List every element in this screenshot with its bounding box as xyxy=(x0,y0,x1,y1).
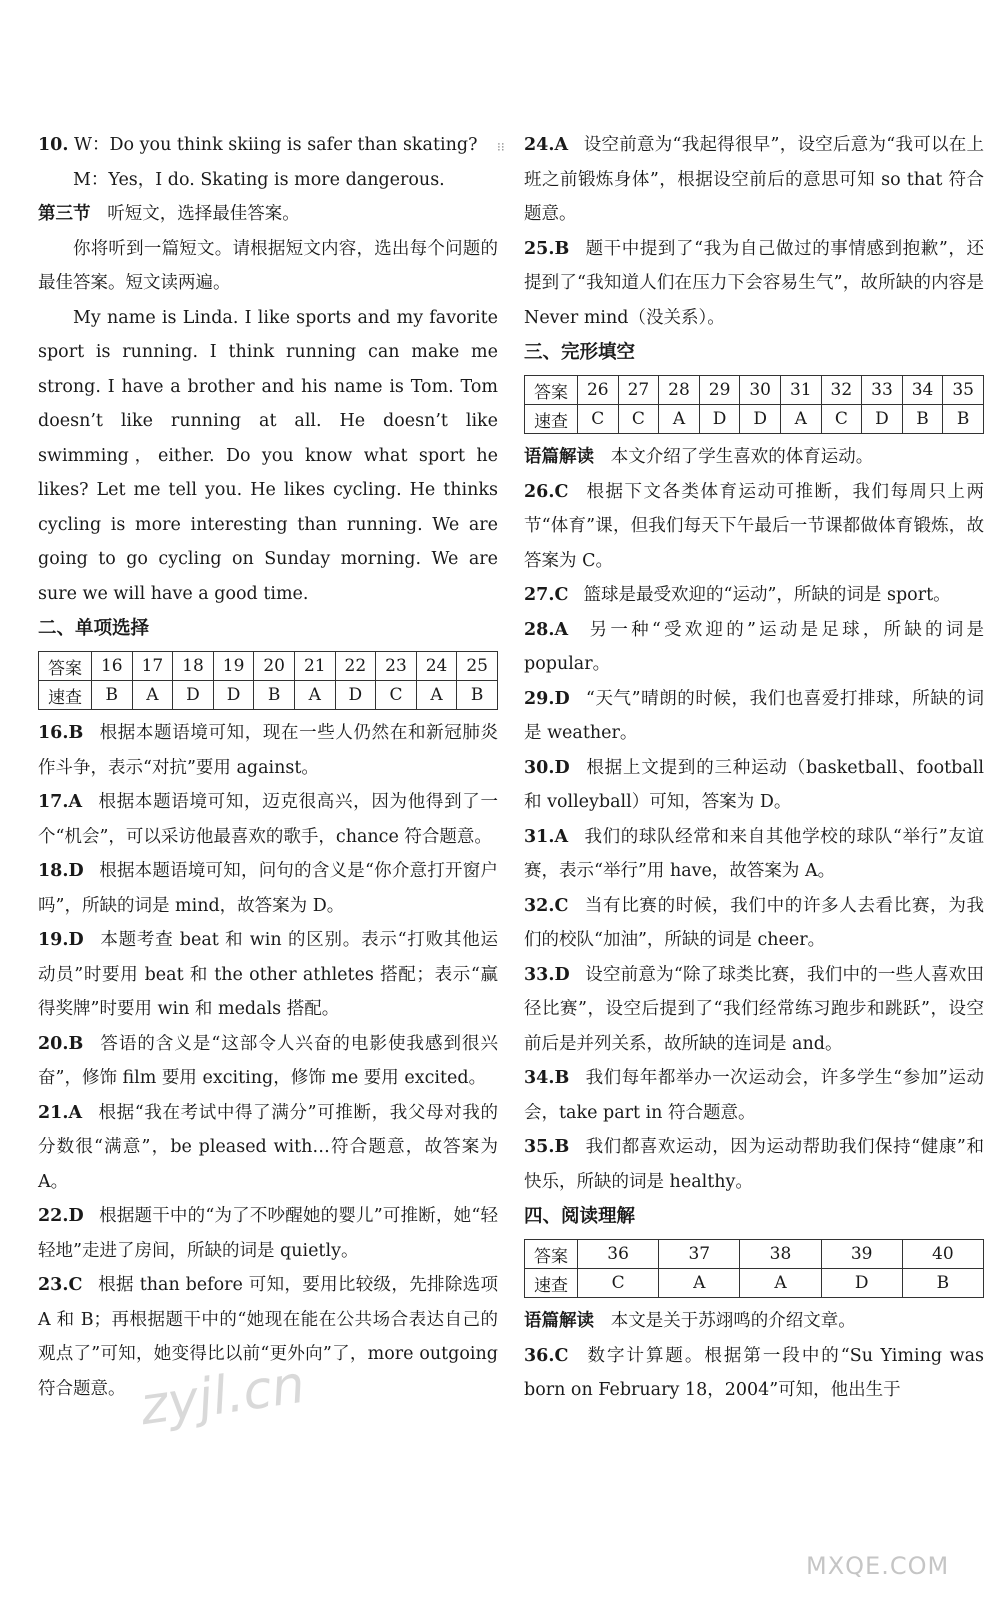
item-text: 本题考查 beat 和 win 的区别。表示“打败其他运动员”时要用 beat 和 the other athletes 搭配；表示“赢得奖牌”时要用 win 和 medals 搭配。 xyxy=(38,930,498,1019)
question-number: 35 xyxy=(943,376,984,405)
item-answer: D xyxy=(68,930,84,950)
item-text: 根据下文各类体育运动可推断，我们每周只上两节“体育”课，但我们每天下午最后一节课都做体育锻炼，故答案为 C。 xyxy=(524,481,984,571)
explanation-item xyxy=(524,820,984,889)
answer-cell: C xyxy=(821,405,862,434)
passage-summary-text: 本文是关于苏翊鸣的介绍文章。 xyxy=(610,1311,856,1331)
question-number: 27 xyxy=(618,376,659,405)
item-text: 根据本题语境可知，问句的含义是“你介意打开窗户吗”，所缺的词是 mind，故答案为 D。 xyxy=(38,861,498,916)
passage-summary xyxy=(524,440,984,475)
item-text: 我们每年都举办一次运动会，许多学生“参加”运动会，take part in 符合题意。 xyxy=(524,1068,984,1123)
item-answer: D xyxy=(554,757,570,778)
question-number: 33 xyxy=(862,376,903,405)
item-answer: A xyxy=(554,826,569,847)
answer-table-26-35 xyxy=(524,375,984,434)
q10-line2: M：Yes，I do. Skating is more dangerous. xyxy=(73,169,445,190)
explanation-item xyxy=(524,889,984,958)
watermark-mxqe-text: MXQE.COM xyxy=(806,1552,950,1580)
table-header: 速查 xyxy=(525,405,578,434)
item-number: 18. xyxy=(38,861,69,881)
item-answer: C xyxy=(68,1275,83,1295)
table-header: 答案 xyxy=(525,1240,578,1269)
question-number: 34 xyxy=(902,376,943,405)
item-number: 22. xyxy=(38,1206,69,1226)
question-number: 36 xyxy=(578,1240,659,1269)
item-answer: A xyxy=(554,619,569,640)
right-column xyxy=(524,128,984,1408)
q10-number: 10. xyxy=(38,135,69,155)
answer-cell: B xyxy=(943,405,984,434)
answer-cell: D xyxy=(740,405,781,434)
item-text: 根据本题语境可知，迈克很高兴，因为他得到了一个“机会”，可以采访他最喜欢的歌手，chance 符合题意。 xyxy=(38,792,498,847)
explanation-item xyxy=(38,923,498,1027)
item-answer: A xyxy=(554,135,569,155)
item-number: 36. xyxy=(524,1345,555,1366)
left-column xyxy=(38,128,498,1406)
explanation-item xyxy=(524,1130,984,1199)
explanation-item xyxy=(38,1096,498,1200)
item-text: 根据上文提到的三种运动（basketball、football 和 volleyball）可知，答案为 D。 xyxy=(524,757,984,812)
passage-summary xyxy=(524,1304,984,1339)
item-answer: D xyxy=(554,964,570,985)
item-number: 32. xyxy=(524,895,555,916)
answer-cell: D xyxy=(862,405,903,434)
section3-heading xyxy=(38,197,498,232)
item-answer: C xyxy=(554,585,569,605)
item-number: 19. xyxy=(38,930,69,950)
section3-cloze-title: 三、完形填空 xyxy=(524,342,636,363)
question-number: 21 xyxy=(294,652,335,681)
explanation-item xyxy=(38,1027,498,1096)
item-number: 21. xyxy=(38,1102,69,1123)
item-text: 根据“我在考试中得了满分”可推断，我父母对我的分数很“满意”，be pleased with…符合题意，故答案为 A。 xyxy=(38,1102,498,1192)
item-number: 20. xyxy=(38,1033,69,1054)
answer-table-36-40 xyxy=(524,1239,984,1298)
explanation-item xyxy=(38,785,498,854)
answer-cell: A xyxy=(132,681,173,710)
question-number: 39 xyxy=(821,1240,902,1269)
question-number: 30 xyxy=(740,376,781,405)
item-answer: D xyxy=(68,1206,84,1226)
item-answer: B xyxy=(554,1137,570,1157)
question-number: 19 xyxy=(213,652,254,681)
explanation-item xyxy=(524,682,984,751)
answer-cell: B xyxy=(457,681,498,710)
answer-cell: D xyxy=(821,1269,902,1298)
answer-cell: C xyxy=(578,405,619,434)
answer-cell: B xyxy=(902,1269,983,1298)
answer-cell: A xyxy=(740,1269,821,1298)
item-answer: B xyxy=(68,1033,84,1054)
item-answer: D xyxy=(554,688,570,709)
item-text: 另一种“受欢迎的”运动是足球，所缺的词是 popular。 xyxy=(524,619,984,674)
explanation-item xyxy=(524,958,984,1062)
question-number: 26 xyxy=(578,376,619,405)
explanation-item xyxy=(524,751,984,820)
question-number: 28 xyxy=(659,376,700,405)
item-number: 26. xyxy=(524,481,555,502)
item-text: 设空前意为“我起得很早”，设空后意为“我可以在上班之前锻炼身体”，根据设空前后的意思可知 so that 符合题意。 xyxy=(524,135,984,224)
question-number: 32 xyxy=(821,376,862,405)
item-answer: B xyxy=(554,1068,570,1088)
item-text: 题干中提到了“我为自己做过的事情感到抱歉”，还提到了“我知道人们在压力下会容易生气”，故所缺的内容是 Never mind（没关系）。 xyxy=(524,238,984,328)
item-text: 数字计算题。根据第一段中的“Su Yiming was born on February 18，2004”可知，他出生于 xyxy=(524,1345,984,1400)
item-number: 33. xyxy=(524,964,555,985)
question-number: 29 xyxy=(699,376,740,405)
answer-cell: A xyxy=(416,681,457,710)
item-text: 根据 than before 可知，要用比较级，先排除选项 A 和 B；再根据题干中的“她现在能在公共场合表达自己的观点了”可知，她变得比以前“更外向”了，more outgoing 符合题意。 xyxy=(38,1275,498,1399)
answer-cell: C xyxy=(618,405,659,434)
item-number: 16. xyxy=(38,723,69,743)
answer-cell: B xyxy=(254,681,295,710)
section3-label: 第三节 xyxy=(38,204,91,224)
explanation-item xyxy=(524,1061,984,1130)
item-number: 34. xyxy=(524,1068,555,1088)
question-number: 25 xyxy=(457,652,498,681)
explanation-item xyxy=(524,1339,984,1408)
item-answer: A xyxy=(68,792,83,812)
question-number: 18 xyxy=(173,652,214,681)
answer-table-16-25 xyxy=(38,651,498,710)
listening-passage: My name is Linda. I like sports and my favorite sport is running. I think running can make me strong. I have a brother and his name is Tom. Tom doesn’t like running at all. He doesn’t like swimming，either. Do you know what sport he likes? Let me tell you. He likes cycling. He thinks cycling is more interesting than running. We are going to go cycling on Sunday morning. We are sure we will have a good time. xyxy=(38,307,498,604)
passage-summary-label: 语篇解读 xyxy=(524,447,594,467)
item-number: 24. xyxy=(524,135,555,155)
item-number: 35. xyxy=(524,1137,555,1157)
explanation-item xyxy=(524,128,984,232)
explanation-item xyxy=(524,613,984,682)
answer-cell: A xyxy=(659,1269,740,1298)
item-text: 我们都喜欢运动，因为运动帮助我们保持“健康”和快乐，所缺的词是 healthy。 xyxy=(524,1137,984,1192)
q10-text1: W：Do you think skiing is safer than skating? xyxy=(74,135,478,155)
item-answer: B xyxy=(68,723,84,743)
table-header: 答案 xyxy=(39,652,92,681)
section2-title: 二、单项选择 xyxy=(38,618,150,639)
item-number: 17. xyxy=(38,792,69,812)
item-answer: C xyxy=(554,481,569,502)
question-number: 22 xyxy=(335,652,376,681)
item-text: 设空前意为“除了球类比赛，我们中的一些人喜欢田径比赛”，设空后提到了“我们经常练习跑步和跳跃”，设空前后是并列关系，故所缺的连词是 and。 xyxy=(524,964,984,1054)
passage-summary-label: 语篇解读 xyxy=(524,1311,594,1331)
q10-line1 xyxy=(38,128,498,163)
table-header: 速查 xyxy=(39,681,92,710)
passage-summary-text: 本文介绍了学生喜欢的体育运动。 xyxy=(610,447,874,467)
item-answer: C xyxy=(554,1345,569,1366)
answer-cell: D xyxy=(173,681,214,710)
item-answer: D xyxy=(68,861,84,881)
section3-title: 听短文，选择最佳答案。 xyxy=(107,204,300,224)
answer-cell: A xyxy=(780,405,821,434)
item-number: 29. xyxy=(524,688,555,709)
explanation-item xyxy=(524,475,984,579)
explanation-item xyxy=(38,716,498,785)
table-header: 答案 xyxy=(525,376,578,405)
item-answer: A xyxy=(68,1102,83,1123)
answer-cell: B xyxy=(92,681,133,710)
section4-title: 四、阅读理解 xyxy=(524,1206,636,1227)
item-text: 我们的球队经常和来自其他学校的球队“举行”友谊赛，表示“举行”用 have，故答案为 A。 xyxy=(524,826,984,881)
explanation-item xyxy=(38,854,498,923)
question-number: 38 xyxy=(740,1240,821,1269)
question-number: 31 xyxy=(780,376,821,405)
question-number: 16 xyxy=(92,652,133,681)
answer-cell: C xyxy=(578,1269,659,1298)
watermark-mxqe-logo xyxy=(806,1492,966,1580)
item-number: 30. xyxy=(524,757,555,778)
question-number: 20 xyxy=(254,652,295,681)
watermark-zyjl: zyjl.cn xyxy=(136,1354,309,1438)
item-number: 25. xyxy=(524,238,555,259)
explanation-item xyxy=(524,578,984,613)
item-text: 根据本题语境可知，现在一些人仍然在和新冠肺炎作斗争，表示“对抗”要用 against。 xyxy=(38,723,498,778)
item-text: 答语的含义是“这部令人兴奋的电影使我感到很兴奋”，修饰 film 要用 exciting，修饰 me 要用 excited。 xyxy=(38,1033,498,1088)
item-text: 根据题干中的“为了不吵醒她的婴儿”可推断，她“轻轻地”走进了房间，所缺的词是 quietly。 xyxy=(38,1206,498,1261)
answer-cell: D xyxy=(699,405,740,434)
item-number: 23. xyxy=(38,1275,69,1295)
item-answer: B xyxy=(554,238,570,259)
table-header: 速查 xyxy=(525,1269,578,1298)
item-text: “天气”晴朗的时候，我们也喜爱打排球，所缺的词是 weather。 xyxy=(524,688,984,743)
question-number: 24 xyxy=(416,652,457,681)
answer-cell: B xyxy=(902,405,943,434)
question-number: 17 xyxy=(132,652,173,681)
explanation-item xyxy=(38,1199,498,1268)
answer-cell: D xyxy=(213,681,254,710)
section3-instructions: 你将听到一篇短文。请根据短文内容，选出每个问题的最佳答案。短文读两遍。 xyxy=(38,238,498,293)
answer-cell: A xyxy=(294,681,335,710)
question-number: 23 xyxy=(376,652,417,681)
question-number: 40 xyxy=(902,1240,983,1269)
explanation-item xyxy=(524,232,984,336)
decorative-dots: ⁝⁝ xyxy=(497,140,505,154)
item-number: 27. xyxy=(524,585,555,605)
item-text: 当有比赛的时候，我们中的许多人去看比赛，为我们的校队“加油”，所缺的词是 cheer。 xyxy=(524,895,984,950)
item-number: 31. xyxy=(524,826,555,847)
answer-cell: C xyxy=(376,681,417,710)
item-answer: C xyxy=(554,895,569,916)
question-number: 37 xyxy=(659,1240,740,1269)
answer-cell: A xyxy=(659,405,700,434)
item-text: 篮球是最受欢迎的“运动”，所缺的词是 sport。 xyxy=(583,585,951,605)
item-number: 28. xyxy=(524,619,555,640)
answer-cell: D xyxy=(335,681,376,710)
